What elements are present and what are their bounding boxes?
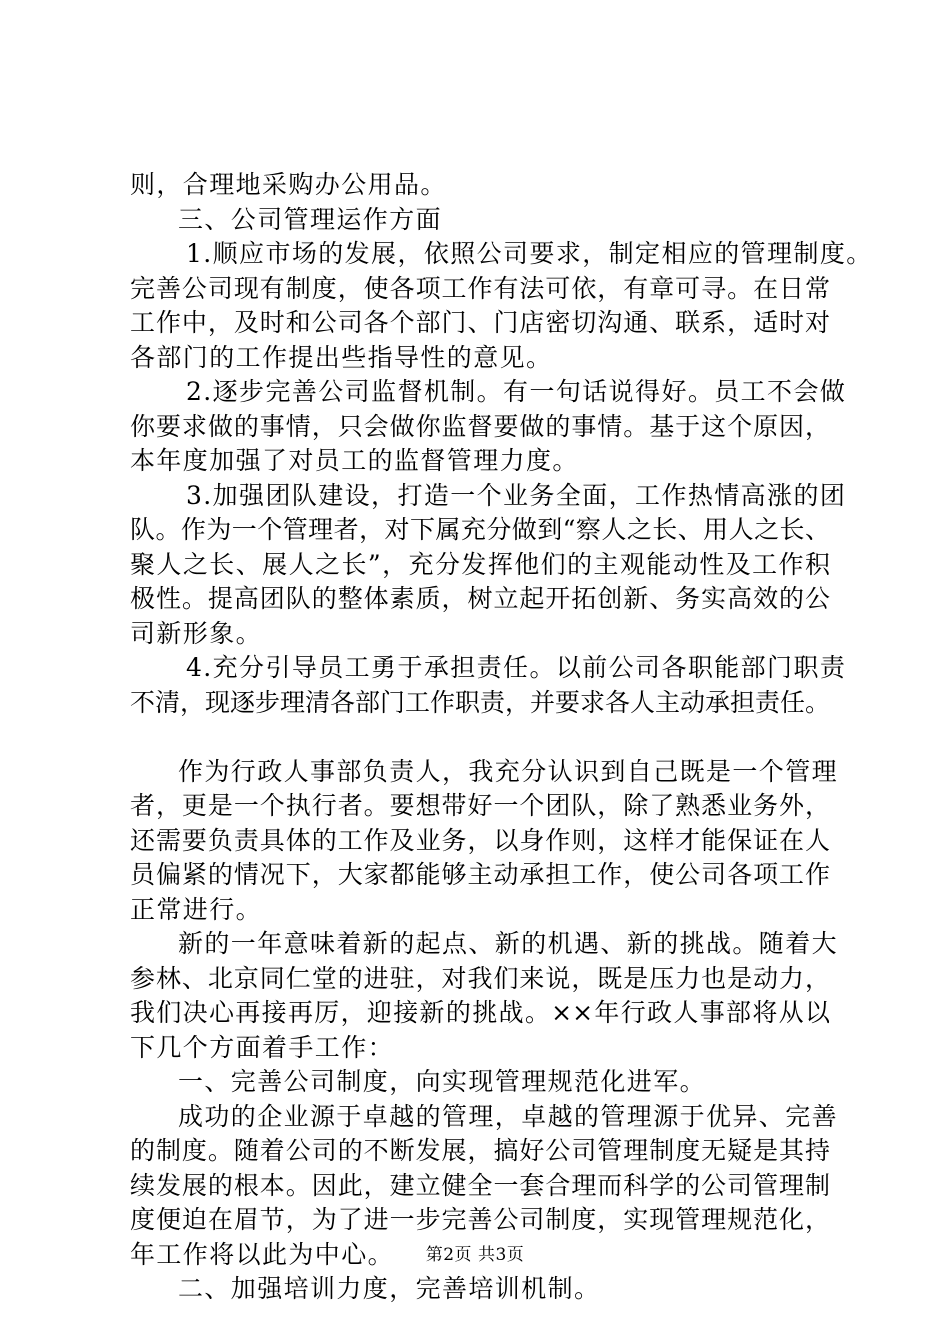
body-line: 的制度。随着公司的不断发展，搞好公司管理制度无疑是其持 xyxy=(130,1136,830,1165)
blank-line xyxy=(130,720,830,755)
body-line: 还需要负责具体的工作及业务，以身作则，这样才能保证在人 xyxy=(130,825,830,855)
body-line: 则，合理地采购办公用品。 xyxy=(130,170,447,199)
body-line: 下几个方面着手工作： xyxy=(130,1032,395,1062)
body-line: 新的一年意味着新的起点、新的机遇、新的挑战。随着大 xyxy=(178,929,839,958)
section-heading: 二、加强培训力度，完善培训机制。 xyxy=(178,1274,601,1303)
body-line: 4.充分引导员工勇于承担责任。以前公司各职能部门职责 xyxy=(186,653,847,682)
body-line: 工作中，及时和公司各个部门、门店密切沟通、联系，适时对 xyxy=(130,308,830,337)
body-line: 参林、北京同仁堂的进驻，对我们来说，既是压力也是动力， xyxy=(130,963,830,993)
body-line: 我们决心再接再厉，迎接新的挑战。××年行政人事部将从以 xyxy=(130,998,830,1027)
body-line: 你要求做的事情，只会做你监督要做的事情。基于这个原因， xyxy=(130,411,830,441)
body-line: 3.加强团队建设，打造一个业务全面，工作热情高涨的团 xyxy=(186,480,847,510)
section-heading: 三、公司管理运作方面 xyxy=(178,204,443,234)
body-line: 度便迫在眉节，为了进一步完善公司制度，实现管理规范化， xyxy=(130,1205,830,1234)
body-line: 1.顺应市场的发展，依照公司要求，制定相应的管理制度。 xyxy=(186,239,873,268)
body-line: 司新形象。 xyxy=(130,618,263,648)
body-line: 聚人之长、展人之长”，充分发挥他们的主观能动性及工作积 xyxy=(130,549,830,579)
body-line: 队。作为一个管理者，对下属充分做到“察人之长、用人之长、 xyxy=(130,515,830,544)
section-heading: 一、完善公司制度，向实现管理规范化进军。 xyxy=(178,1067,707,1096)
body-line: 正常进行。 xyxy=(130,894,263,924)
body-line: 作为行政人事部负责人，我充分认识到自己既是一个管理 xyxy=(178,756,839,786)
body-line: 完善公司现有制度，使各项工作有法可依，有章可寻。在日常 xyxy=(130,273,830,303)
body-line: 续发展的根本。因此，建立健全一套合理而科学的公司管理制 xyxy=(130,1170,830,1200)
body-line: 各部门的工作提出些指导性的意见。 xyxy=(130,342,553,372)
body-line: 成功的企业源于卓越的管理，卓越的管理源于优异、完善 xyxy=(178,1101,839,1131)
body-line: 不清，现逐步理清各部门工作职责，并要求各人主动承担责任。 xyxy=(130,687,831,717)
body-line: 本年度加强了对员工的监督管理力度。 xyxy=(130,446,579,475)
body-line: 年工作将以此为中心。 xyxy=(130,1239,395,1269)
body-line: 员偏紧的情况下，大家都能够主动承担工作，使公司各项工作 xyxy=(130,860,830,889)
body-line: 极性。提高团队的整体素质，树立起开拓创新、务实高效的公 xyxy=(130,584,830,613)
page-number: 第2页 共3页 xyxy=(425,1245,525,1265)
body-line: 2.逐步完善公司监督机制。有一句话说得好。员工不会做 xyxy=(186,377,847,406)
document-body xyxy=(130,168,873,1307)
body-line: 者，更是一个执行者。要想带好一个团队，除了熟悉业务外， xyxy=(130,791,830,820)
